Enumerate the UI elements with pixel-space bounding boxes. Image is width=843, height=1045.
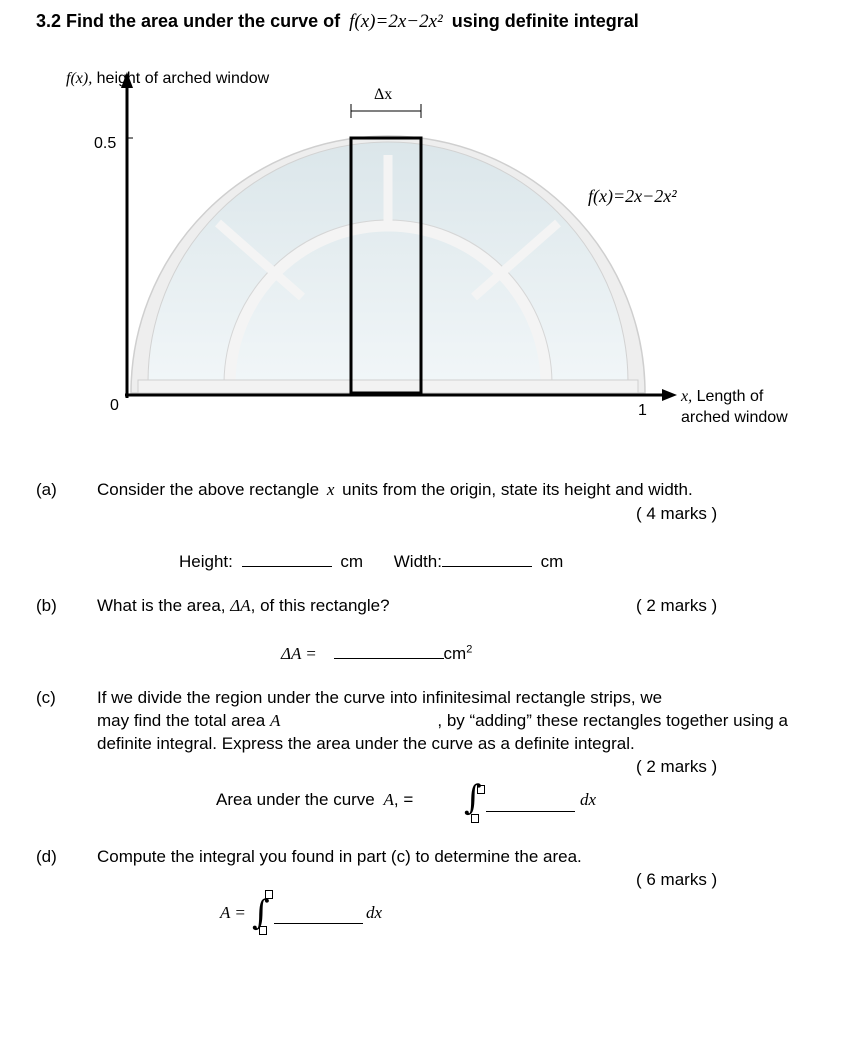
- part-a-tag: (a): [36, 480, 57, 499]
- part-d-question: Compute the integral you found in part (c) to determine the area.: [97, 847, 582, 866]
- title-text-before: Find the area under the curve of: [66, 11, 341, 31]
- width-answer-blank[interactable]: [442, 550, 532, 567]
- delta-a-lhs: ΔA =: [281, 644, 317, 663]
- dx-d: dx: [366, 903, 383, 922]
- dx-c: dx: [580, 790, 597, 809]
- x-axis-arrow: [662, 389, 677, 401]
- part-b-marks: ( 2 marks ): [636, 596, 718, 615]
- part-a-marks: ( 4 marks ): [636, 504, 718, 523]
- part-a-question: Consider the above rectangle x units from the origin, state its height and width.: [97, 480, 693, 499]
- part-b-answer-row: [281, 642, 472, 664]
- integrand-blank-c[interactable]: [486, 795, 575, 812]
- lower-limit-box-c[interactable]: [471, 814, 479, 823]
- x-axis-label: x, Length of arched window: [681, 388, 788, 426]
- origin-label: 0: [110, 397, 119, 414]
- part-c-line3: definite integral. Express the area under the curve as a definite integral.: [97, 734, 635, 753]
- part-b-question: What is the area, ΔA, of this rectangle?: [97, 596, 390, 615]
- integral-sign-c: ∫: [464, 778, 482, 818]
- integrand-blank-d[interactable]: [274, 907, 363, 924]
- area-unit-exponent: 2: [466, 643, 473, 656]
- area-unit: cm: [443, 644, 467, 663]
- part-c-marks: ( 2 marks ): [636, 757, 718, 776]
- part-b-tag: (b): [36, 596, 57, 615]
- lower-limit-box-d[interactable]: [259, 926, 267, 935]
- part-a-answer-row: [179, 550, 563, 572]
- delta-x-label: Δx: [374, 86, 393, 103]
- part-c-answer-row: Area under the curve A, =: [216, 790, 414, 809]
- height-answer-blank[interactable]: [242, 550, 332, 567]
- integral-sign-d: ∫: [252, 893, 270, 933]
- height-unit: cm: [340, 552, 364, 571]
- part-c-line2: may find the total area A , by “adding” these rectangles together using a: [97, 711, 788, 730]
- width-label: Width:: [393, 552, 442, 571]
- figure: [0, 0, 843, 470]
- part-c-line1: If we divide the region under the curve into infinitesimal rectangle strips, we: [97, 688, 663, 707]
- title-text-after: using definite integral: [451, 11, 639, 31]
- upper-limit-box-c[interactable]: [477, 785, 485, 794]
- y-axis-label: f(x), height of arched window: [66, 70, 270, 87]
- x-tick-label: 1: [638, 402, 647, 419]
- area-answer-blank[interactable]: [334, 642, 444, 659]
- height-label: Height:: [179, 552, 233, 571]
- curve-label: f(x)=2x−2x²: [588, 186, 677, 206]
- title-function: f(x)=2x−2x²: [349, 11, 443, 32]
- y-tick-label: 0.5: [94, 135, 117, 152]
- question-number: 3.2: [36, 11, 62, 31]
- part-c-tag: (c): [36, 688, 56, 707]
- upper-limit-box-d[interactable]: [265, 890, 273, 899]
- window-sill: [138, 380, 638, 393]
- part-d-lhs: A =: [220, 903, 246, 922]
- part-d-marks: ( 6 marks ): [636, 870, 718, 889]
- width-unit: cm: [540, 552, 564, 571]
- part-d-tag: (d): [36, 847, 57, 866]
